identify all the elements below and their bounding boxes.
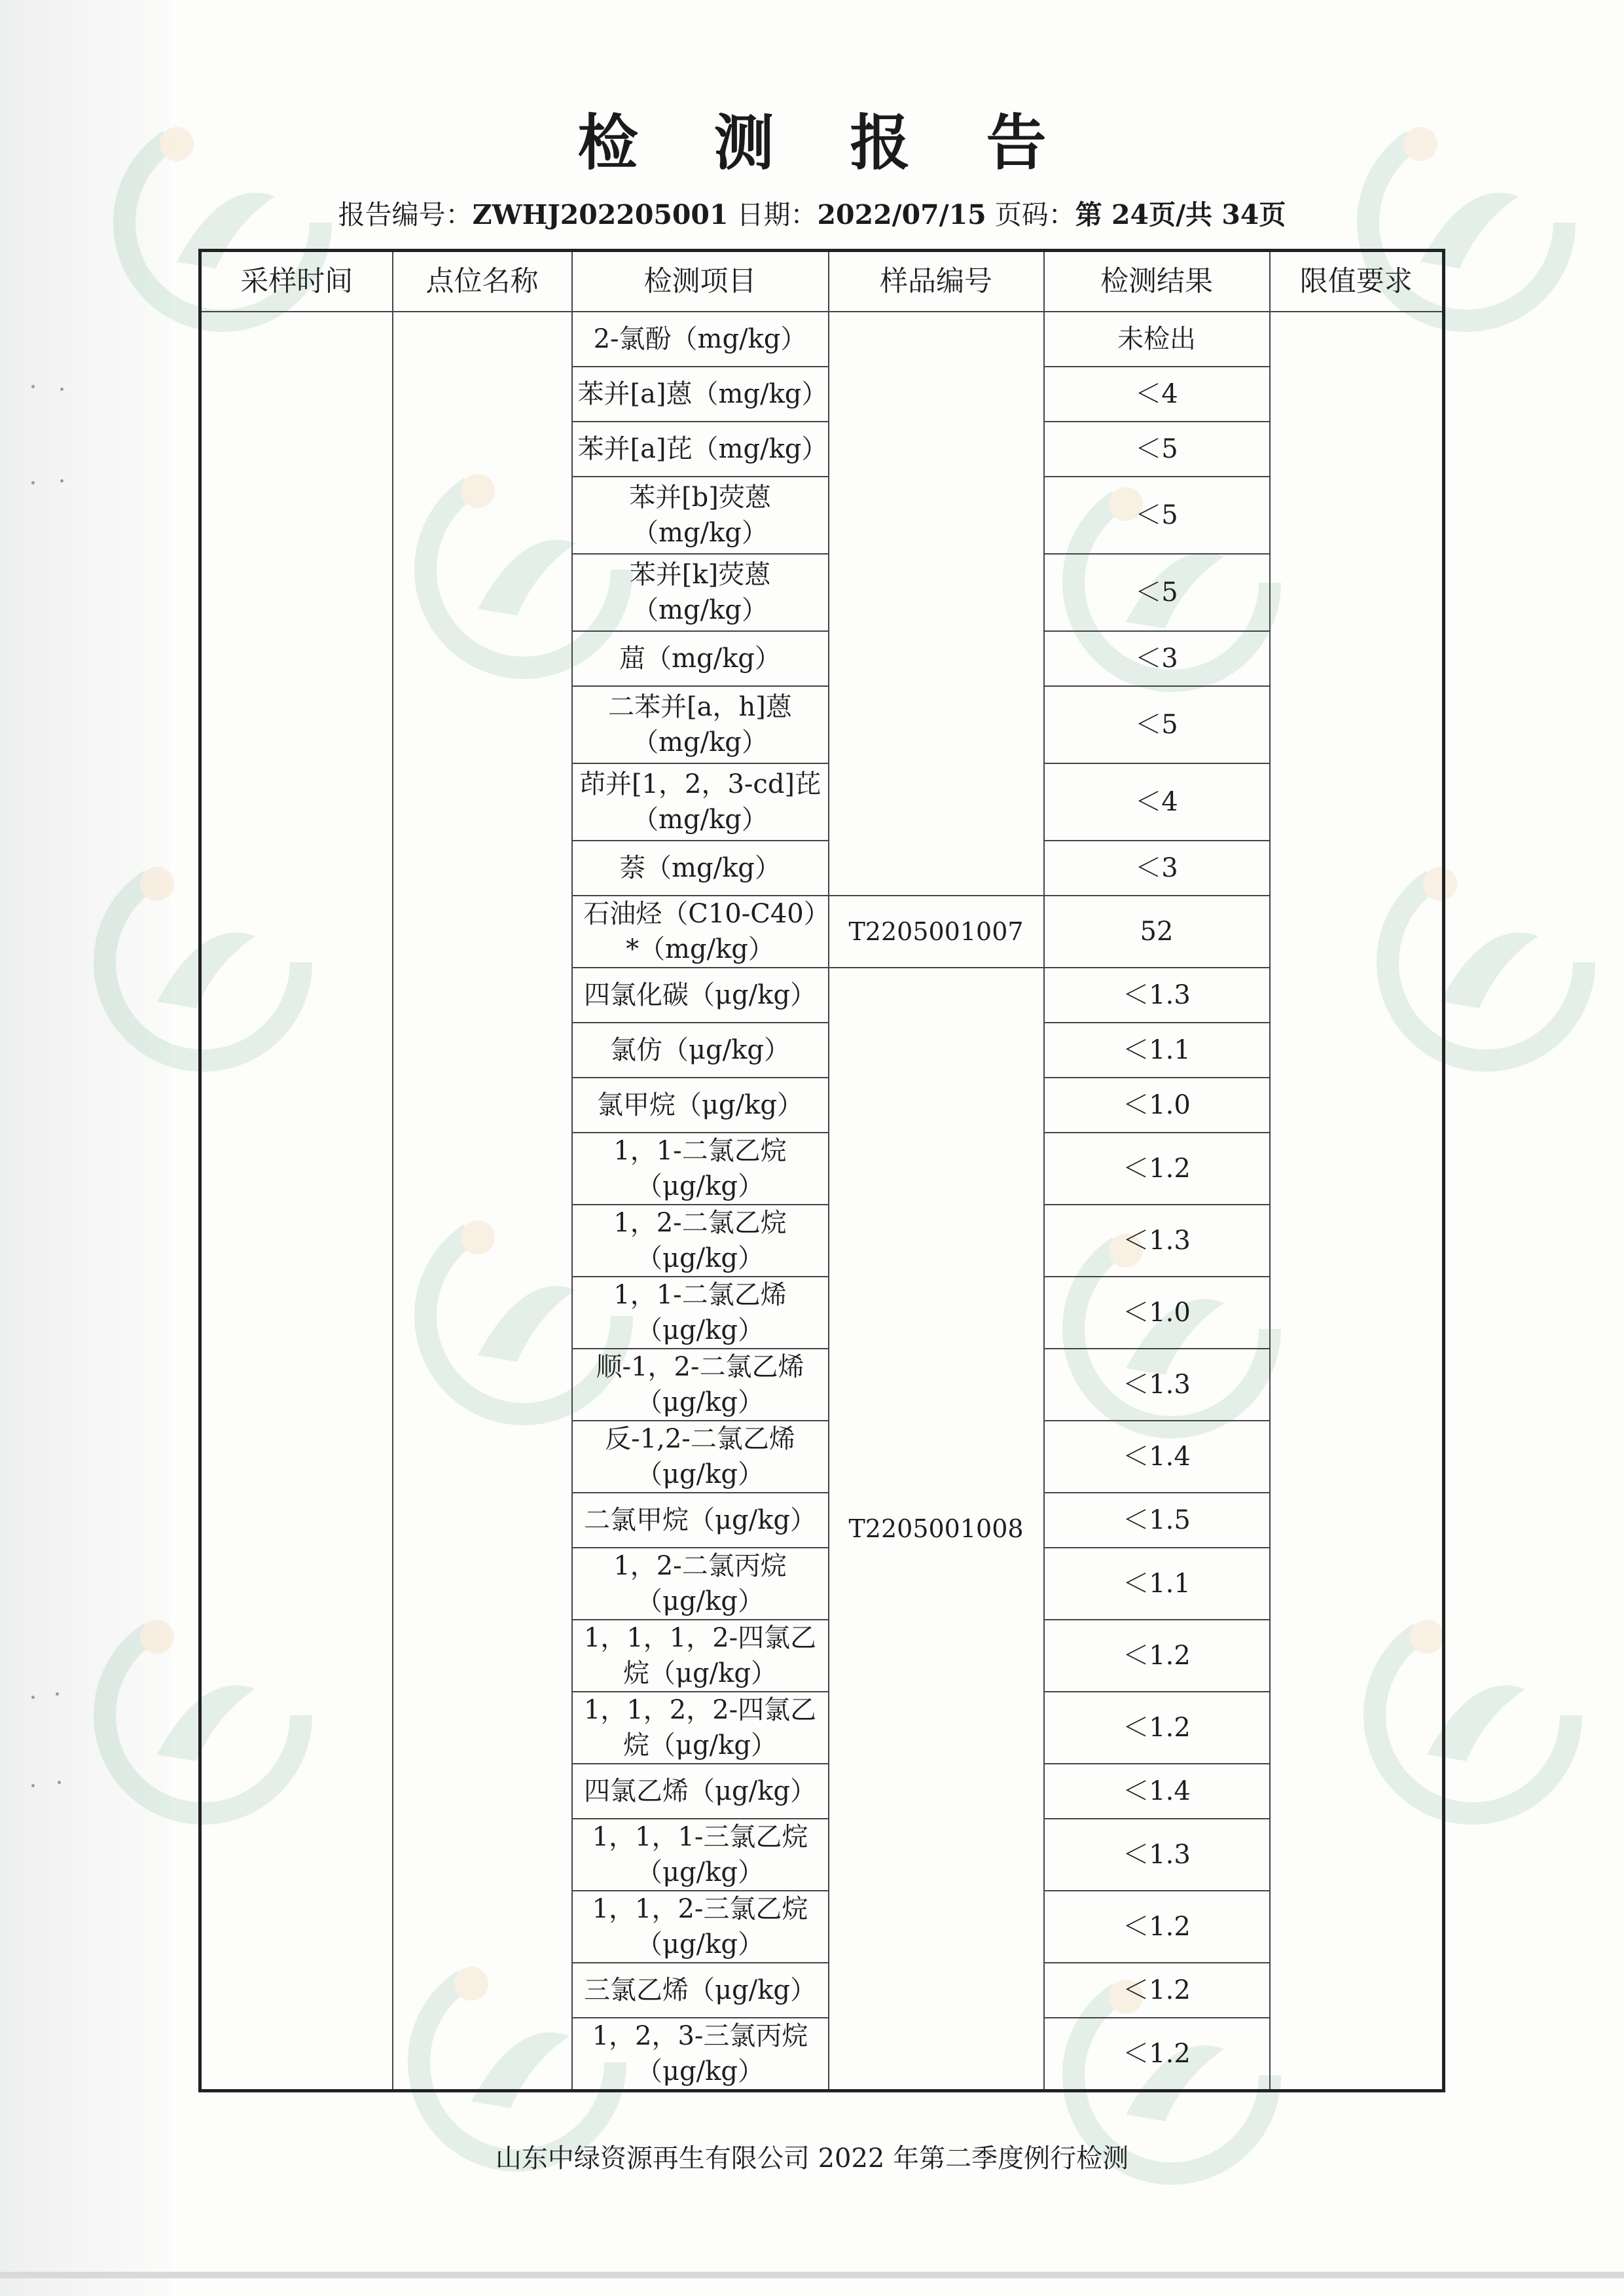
report-number-label: 报告编号： <box>338 199 473 230</box>
report-title: 检 测 报 告 <box>577 108 1074 178</box>
report-page-label: 页码： <box>986 199 1075 230</box>
test-item-cell: 苯并[b]荧蒽（mg/kg） <box>572 477 829 554</box>
header-point-name: 点位名称 <box>393 251 572 312</box>
test-item-cell: 三氯乙烯（μg/kg） <box>572 1963 829 2018</box>
header-result: 检测结果 <box>1044 251 1270 312</box>
header-test-item: 检测项目 <box>572 251 829 312</box>
header-sampling-time: 采样时间 <box>200 251 393 312</box>
test-item-cell: 1，1，1，2-四氯乙烷（μg/kg） <box>572 1620 829 1692</box>
result-cell: ＜5 <box>1044 686 1270 763</box>
test-item-cell: 2-氯酚（mg/kg） <box>572 312 829 367</box>
test-item-cell: 二苯并[a，h]蒽（mg/kg） <box>572 686 829 763</box>
table-row <box>200 312 1444 367</box>
sample-id-cell: T2205001008 <box>829 968 1044 2091</box>
test-item-cell: 䓛（mg/kg） <box>572 631 829 686</box>
result-cell: ＜4 <box>1044 367 1270 422</box>
scan-speck <box>60 388 63 391</box>
test-item-cell: 苯并[a]蒽（mg/kg） <box>572 367 829 422</box>
test-item-cell: 1，2-二氯乙烷（μg/kg） <box>572 1205 829 1277</box>
test-item-cell: 四氯化碳（μg/kg） <box>572 968 829 1023</box>
scan-speck <box>60 479 63 483</box>
result-cell: ＜1.2 <box>1044 1891 1270 1963</box>
result-cell: ＜5 <box>1044 477 1270 554</box>
result-cell: ＜4 <box>1044 763 1270 841</box>
page-footer: 山东中绿资源再生有限公司 2022 年第二季度例行检测 <box>495 2143 1129 2174</box>
test-item-cell: 反-1,2-二氯乙烯（μg/kg） <box>572 1421 829 1493</box>
report-date-label: 日期： <box>728 199 818 230</box>
test-item-cell: 苯并[a]芘（mg/kg） <box>572 422 829 477</box>
scan-speck <box>31 1696 35 1699</box>
result-cell: ＜1.1 <box>1044 1023 1270 1078</box>
header-limit: 限值要求 <box>1270 251 1444 312</box>
sampling-time-cell <box>200 312 393 2091</box>
result-cell: ＜1.0 <box>1044 1277 1270 1349</box>
test-item-cell: 茚并[1，2，3-cd]芘（mg/kg） <box>572 763 829 841</box>
test-item-cell: 1，1-二氯乙烯（μg/kg） <box>572 1277 829 1349</box>
result-cell: ＜1.2 <box>1044 1692 1270 1764</box>
test-item-cell: 二氯甲烷（μg/kg） <box>572 1493 829 1548</box>
result-cell: ＜1.3 <box>1044 1819 1270 1891</box>
limit-cell <box>1270 312 1444 2091</box>
test-item-cell: 1，1，1-三氯乙烷（μg/kg） <box>572 1819 829 1891</box>
result-cell: ＜1.1 <box>1044 1548 1270 1620</box>
test-item-cell: 氯仿（μg/kg） <box>572 1023 829 1078</box>
test-item-cell: 氯甲烷（μg/kg） <box>572 1078 829 1133</box>
scan-speck <box>58 1781 61 1784</box>
result-cell: 52 <box>1044 896 1270 968</box>
test-item-cell: 四氯乙烯（μg/kg） <box>572 1764 829 1819</box>
result-cell: ＜1.4 <box>1044 1764 1270 1819</box>
result-cell: ＜1.2 <box>1044 1620 1270 1692</box>
result-cell: ＜1.3 <box>1044 968 1270 1023</box>
results-table <box>198 249 1445 2092</box>
result-cell: 未检出 <box>1044 312 1270 367</box>
scan-bottom-edge <box>0 2272 1624 2278</box>
test-item-cell: 1，1，2-三氯乙烷（μg/kg） <box>572 1891 829 1963</box>
point-name-cell <box>393 312 572 2091</box>
result-cell: ＜1.2 <box>1044 1963 1270 2018</box>
result-cell: ＜5 <box>1044 554 1270 631</box>
result-cell: ＜1.3 <box>1044 1205 1270 1277</box>
test-item-cell: 1，1-二氯乙烷（μg/kg） <box>572 1133 829 1205</box>
result-cell: ＜1.0 <box>1044 1078 1270 1133</box>
table-header-row <box>200 251 1444 312</box>
scan-speck <box>31 1784 35 1787</box>
test-item-cell: 苯并[k]荧蒽（mg/kg） <box>572 554 829 631</box>
test-item-cell: 石油烃（C10-C40）*（mg/kg） <box>572 896 829 968</box>
result-cell: ＜1.5 <box>1044 1493 1270 1548</box>
report-meta-line <box>0 193 1624 232</box>
result-cell: ＜1.3 <box>1044 1349 1270 1421</box>
test-item-cell: 萘（mg/kg） <box>572 841 829 896</box>
result-cell: ＜1.2 <box>1044 1133 1270 1205</box>
report-page: 第 24页/共 34页 <box>1075 199 1286 230</box>
result-cell: ＜5 <box>1044 422 1270 477</box>
header-sample-id: 样品编号 <box>829 251 1044 312</box>
sample-id-cell: T2205001007 <box>829 896 1044 968</box>
scan-speck <box>56 1692 59 1696</box>
test-item-cell: 1，2，3-三氯丙烷（μg/kg） <box>572 2018 829 2091</box>
test-item-cell: 1，2-二氯丙烷（μg/kg） <box>572 1548 829 1620</box>
test-item-cell: 1，1，2，2-四氯乙烷（μg/kg） <box>572 1692 829 1764</box>
result-cell: ＜1.4 <box>1044 1421 1270 1493</box>
result-cell: ＜1.2 <box>1044 2018 1270 2091</box>
result-cell: ＜3 <box>1044 631 1270 686</box>
scan-speck <box>31 385 35 388</box>
test-item-cell: 顺-1，2-二氯乙烯（μg/kg） <box>572 1349 829 1421</box>
report-number: ZWHJ202205001 <box>472 199 729 230</box>
report-date: 2022/07/15 <box>817 199 986 230</box>
result-cell: ＜3 <box>1044 841 1270 896</box>
sample-id-cell <box>829 312 1044 896</box>
scan-speck <box>31 481 35 484</box>
